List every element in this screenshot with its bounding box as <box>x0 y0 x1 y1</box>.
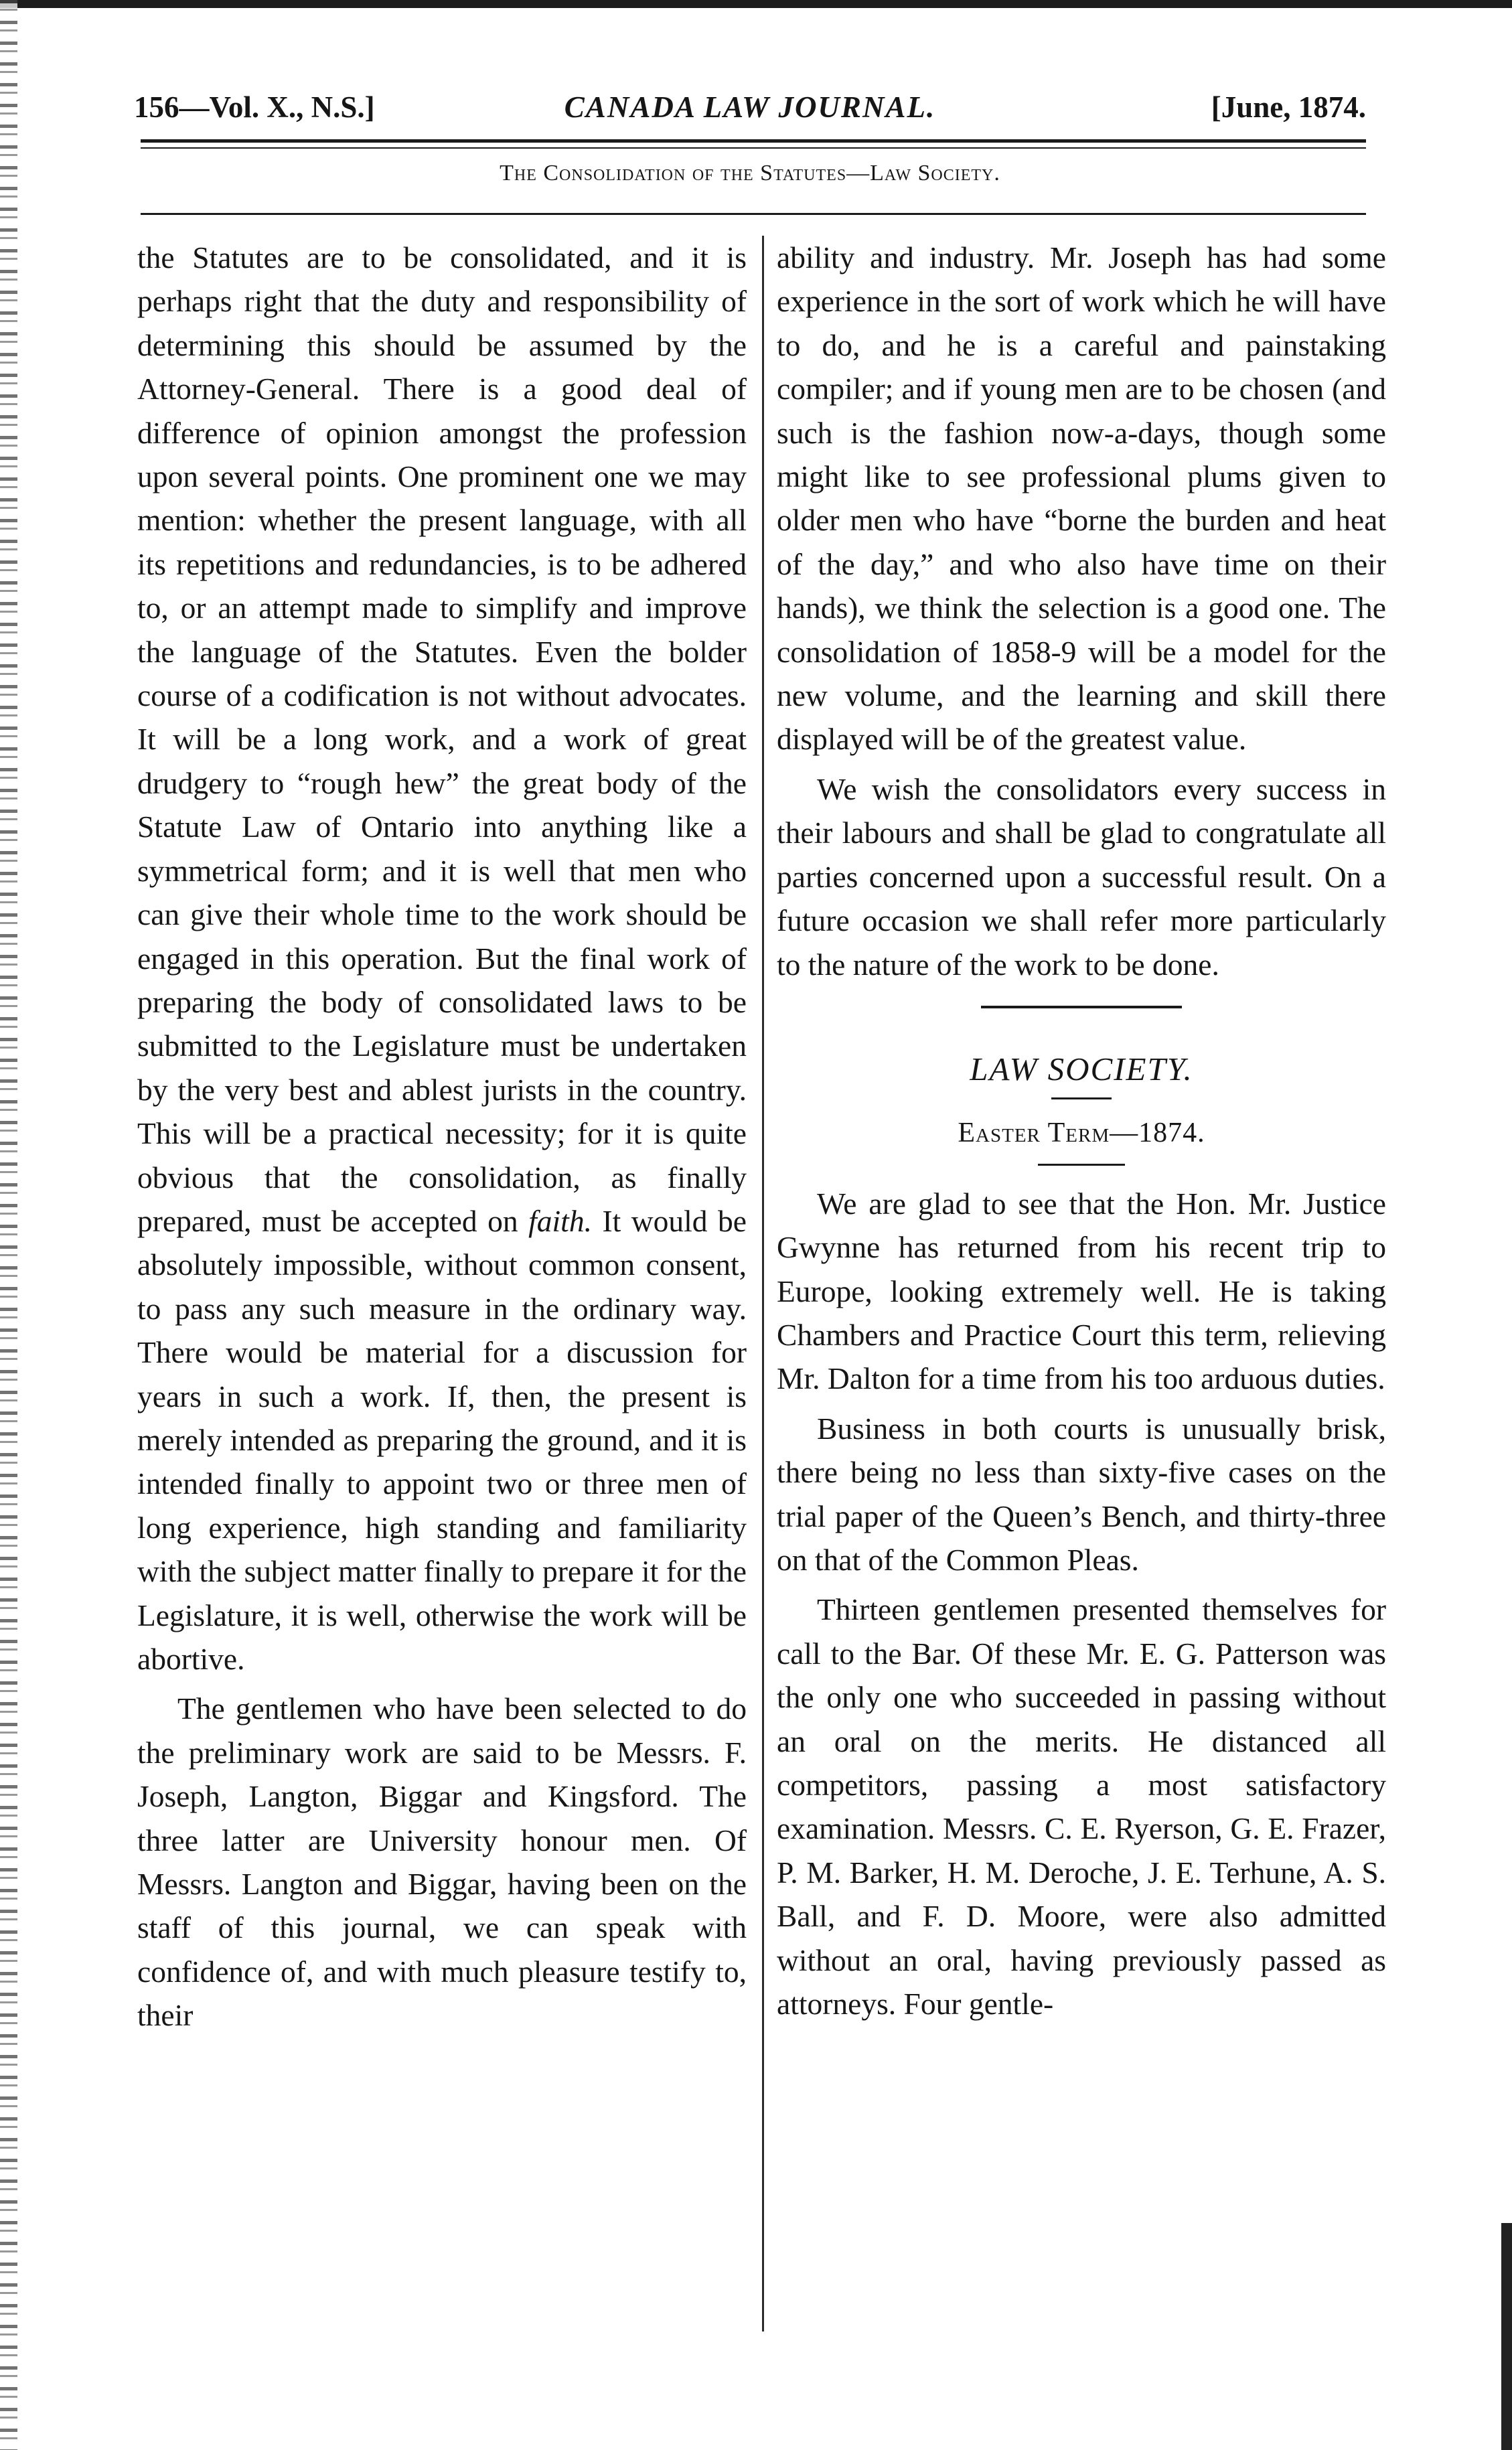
paragraph: ability and industry. Mr. Joseph has had some experience in the sort of work which he will have to do, and he is a careful and painstaking compiler; and if young men are to be chosen (and such is the fashion now-a-days, though some might like to see professional plums given to older men who have “borne the burden and heat of the day,” and who also have time on their hands), we think the selection is a good one. The consolidation of 1858-9 will be a model for the new volume, and the learning and skill there displayed will be of the greatest value. <box>777 240 1386 757</box>
italic-emphasis: faith. <box>528 1203 592 1238</box>
header-date: [June, 1874. <box>1211 90 1366 124</box>
paragraph: We are glad to see that the Hon. Mr. Justice Gwynne has returned from his recent trip to Europe, looking extremely well. He is taking Chambers and Practice Court this term, relieving Mr. Dalton for a time from his too arduous duties. <box>777 1186 1386 1396</box>
paragraph-text: the Statutes are to be consolidated, and it is perhaps right that the duty and responsibility of determining this should be assumed by the Attorney-General. There is a good deal of difference of opinion amongst the profession upon several points. One prominent one we may mention: whether the present language, with all its repetitions and redundancies, is to be adhered to, or an attempt made to simplify and improve the language of the Statutes. Even the bolder course of a codification is not without advocates. It will be a long work, and a work of great drudgery to “rough hew” the great body of the Statute Law of Ontario into anything like a symmetrical form; and it is well that men who can give their whole time to the work should be engaged in this operation. But the final work of preparing the body of consolidated laws to be submitted to the Legislature must be undertaken by the very best and ablest jurists in the country. This will be a practical necessity; for it is quite obvious that the consolidation, as finally prepared, must be accepted on <box>137 240 747 1238</box>
paragraph: Thirteen gentlemen presented themselves for call to the Bar. Of these Mr. E. G. Patterson was the only one who succeeded in passing without an oral on the merits. He distanced all competitors, passing a most satisfactory examination. Messrs. C. E. Ryerson, G. E. Frazer, P. M. Barker, H. M. Deroche, J. E. Terhune, A. S. Ball, and F. D. Moore, were also admitted without an oral, having previously passed as attorneys. Four gentle- <box>777 1592 1386 2021</box>
header-journal-title: CANADA LAW JOURNAL. <box>564 90 936 124</box>
header-rule-thick <box>141 139 1366 143</box>
header-rule-thin <box>141 147 1366 149</box>
section-subtitle-rule <box>1038 1164 1125 1166</box>
section-subtitle: Easter Term—1874. <box>958 1118 1205 1149</box>
paragraph-text: It would be absolutely impossible, without common consent, to pass any such measure in the ordinary way. There would be material for a discussion for years in such a work. If, then, the present is merely intended as preparing the ground, and it is intended finally to appoint two or three men of long experience, high standing and familiarity with the subject matter finally to prepare it for the Legislature, it is well, otherwise the work will be abortive. <box>137 1203 747 1676</box>
left-column <box>137 236 747 2044</box>
paragraph <box>137 236 747 1681</box>
right-column <box>777 236 1386 2032</box>
binding-edge <box>0 0 17 2450</box>
section-rule <box>981 1006 1182 1008</box>
header-volume: 156—Vol. X., N.S.] <box>134 90 375 124</box>
paragraph: Business in both courts is unusually brisk, there being no less than sixty-five cases on the trial paper of the Queen’s Bench, and thirty-three on that of the Common Pleas. <box>777 1411 1386 1577</box>
section-title: LAW SOCIETY. <box>970 1050 1193 1087</box>
section-subheader: The Consolidation of the Statutes—Law Society. <box>500 161 1000 185</box>
section-title-rule <box>1051 1097 1112 1099</box>
page-edge-shadow <box>1501 2223 1512 2450</box>
paragraph: We wish the consolidators every success in their labours and shall be glad to congratulate all parties concerned upon a successful result. On a future occasion we shall refer more particularly to the nature of the work to be done. <box>777 771 1386 982</box>
page-top-shadow <box>0 0 1512 8</box>
subheader-rule <box>141 213 1366 215</box>
column-divider <box>762 236 764 2331</box>
running-header <box>134 84 1366 131</box>
paragraph: The gentlemen who have been selected to do the preliminary work are said to be Messrs. F. Joseph, Langton, Biggar and Kingsford. The three latter are University honour men. Of Messrs. Langton and Biggar, having been on the staff of this journal, we can speak with confidence of, and with much pleasure testify to, their <box>137 1691 747 2033</box>
